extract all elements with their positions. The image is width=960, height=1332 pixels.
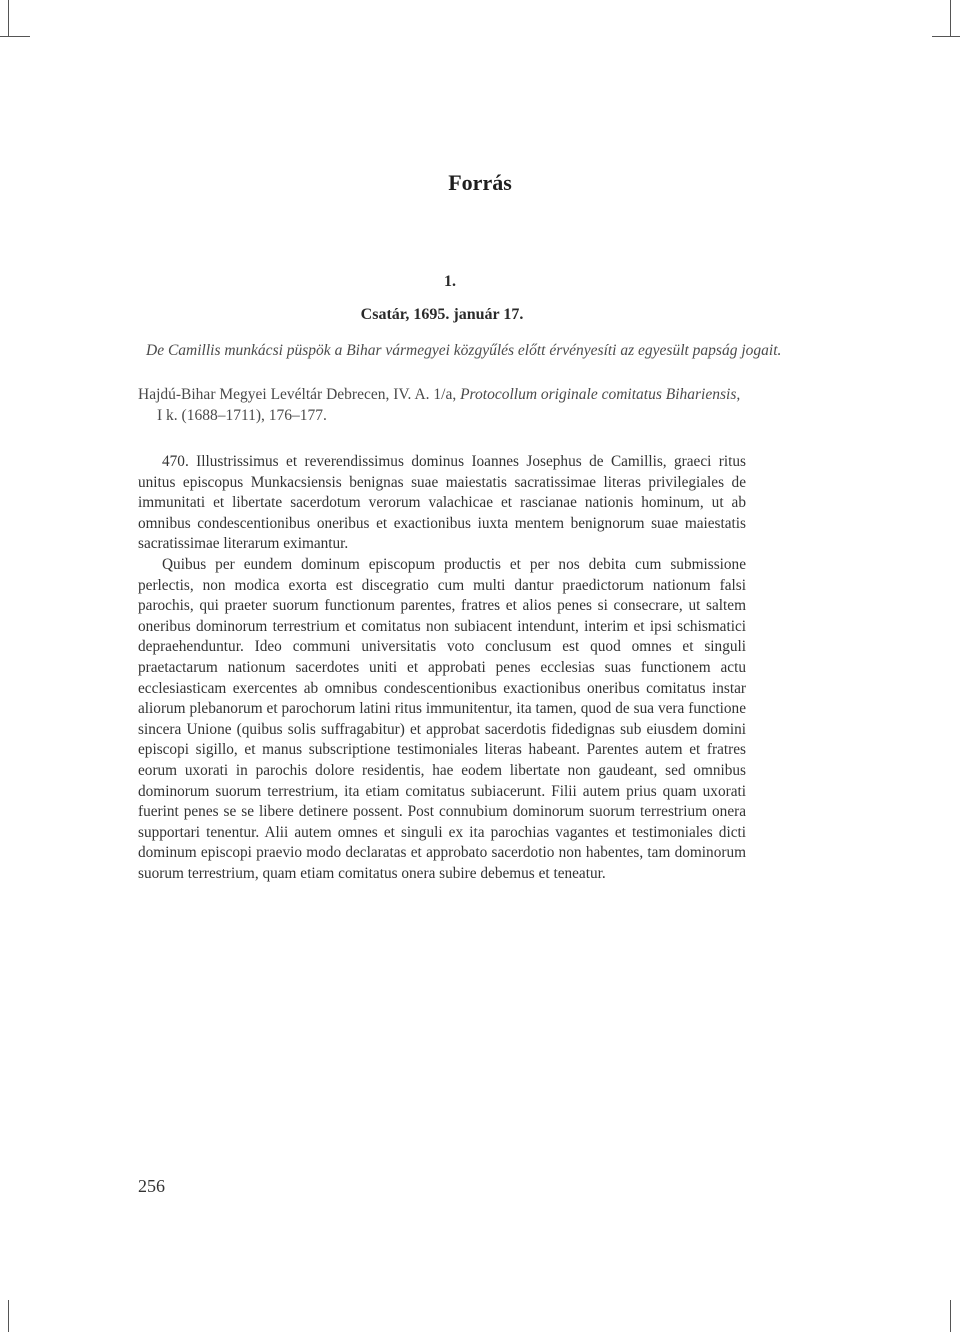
page-title: Forrás <box>448 170 512 195</box>
archive-reference <box>138 384 750 426</box>
crop-mark-bottom-right <box>950 1300 951 1332</box>
archive-second-line: I k. (1688–1711), 176–177. <box>157 407 327 424</box>
crop-mark-right-top <box>932 36 960 37</box>
archive-italic: Protocollum originale comitatus Bihariensis, <box>460 386 741 403</box>
document-summary: De Camillis munkácsi püspök a Bihar vármegyei közgyűlés előtt érvényesíti az egyesült papság jogait. <box>146 342 782 359</box>
document-number: 1. <box>444 273 456 290</box>
archive-prefix: Hajdú-Bihar Megyei Levéltár Debrecen, IV. A. 1/a, <box>138 386 457 403</box>
body-paragraph: Quibus per eundem dominum episcopum productis et per nos debita cum submissione perlectis, non modica exorta est discegratio cum multi dantur praedictorum nationum falsi parochis, qui praeter suorum functionum parentes, fratres et alios penes si consecrare, ut saltem oneribus dominorum terrestrium et comitatus non subiacent intendunt, interim et ipsi schismatici depraehenduntur. Ideo communi universitatis voto conclusum est quod omnes et singuli praetactarum nationum sacerdotes uniti et approbati penes ecclesias suas functionem actu ecclesiasticam exercentes ab omnibus condescentionibus exactionibus oneribus comitatus instar aliorum plebanorum et parochorum latini ritus immunitentur, ita tamen, quod de sua vera functione sincera Unione (quibus solis suffragabitur) et approbat sacerdotis fidedignas sub eiusdem domini episcopi sigillo, et manus subscriptione testimoniales literas habeant. Parentes autem et fratres eorum uxorati in parochis dolore residentis, hae eodem libertate non gaudeant, sed omnibus dominorum suorum terrestrium, ita etiam comitatus subiacerunt. Filii autem prius quam uxorati fuerint penes se se libere detinere possent. Post connubium dominorum suorum terrestrium onera supportari tenentur. Alii autem omnes et singuli ex ita parochias vagantes et testimoniales dicti dominum episcopi praevio modo declaratas et approbato sacerdotio non habentes, tam dominorum suorum terrestrium, quam etiam comitatus onera subire debemus et teneatur. <box>138 555 746 882</box>
page-number: 256 <box>138 1176 165 1196</box>
body-paragraph: 470. Illustrissimus et reverendissimus dominus Ioannes Josephus de Camillis, graeci ritus unitus episcopus Munkacsiensis benignas suae maiestatis sacratissimae literas privilegiales de immunitati et libertate sacerdotum verorum valachicae et rascianae nationis hominum, ut ab omnibus condescentionibus oneribus et exactionibus iuxta mentem benignorum suae maiestatis sacratissimae literarum eximantur. <box>138 453 746 553</box>
crop-mark-top-right <box>950 0 951 36</box>
crop-mark-left-top <box>0 36 30 37</box>
document-body <box>138 452 746 884</box>
place-date: Csatár, 1695. január 17. <box>360 306 524 323</box>
crop-mark-top-left <box>8 0 9 36</box>
crop-mark-bottom-left <box>8 1300 9 1332</box>
